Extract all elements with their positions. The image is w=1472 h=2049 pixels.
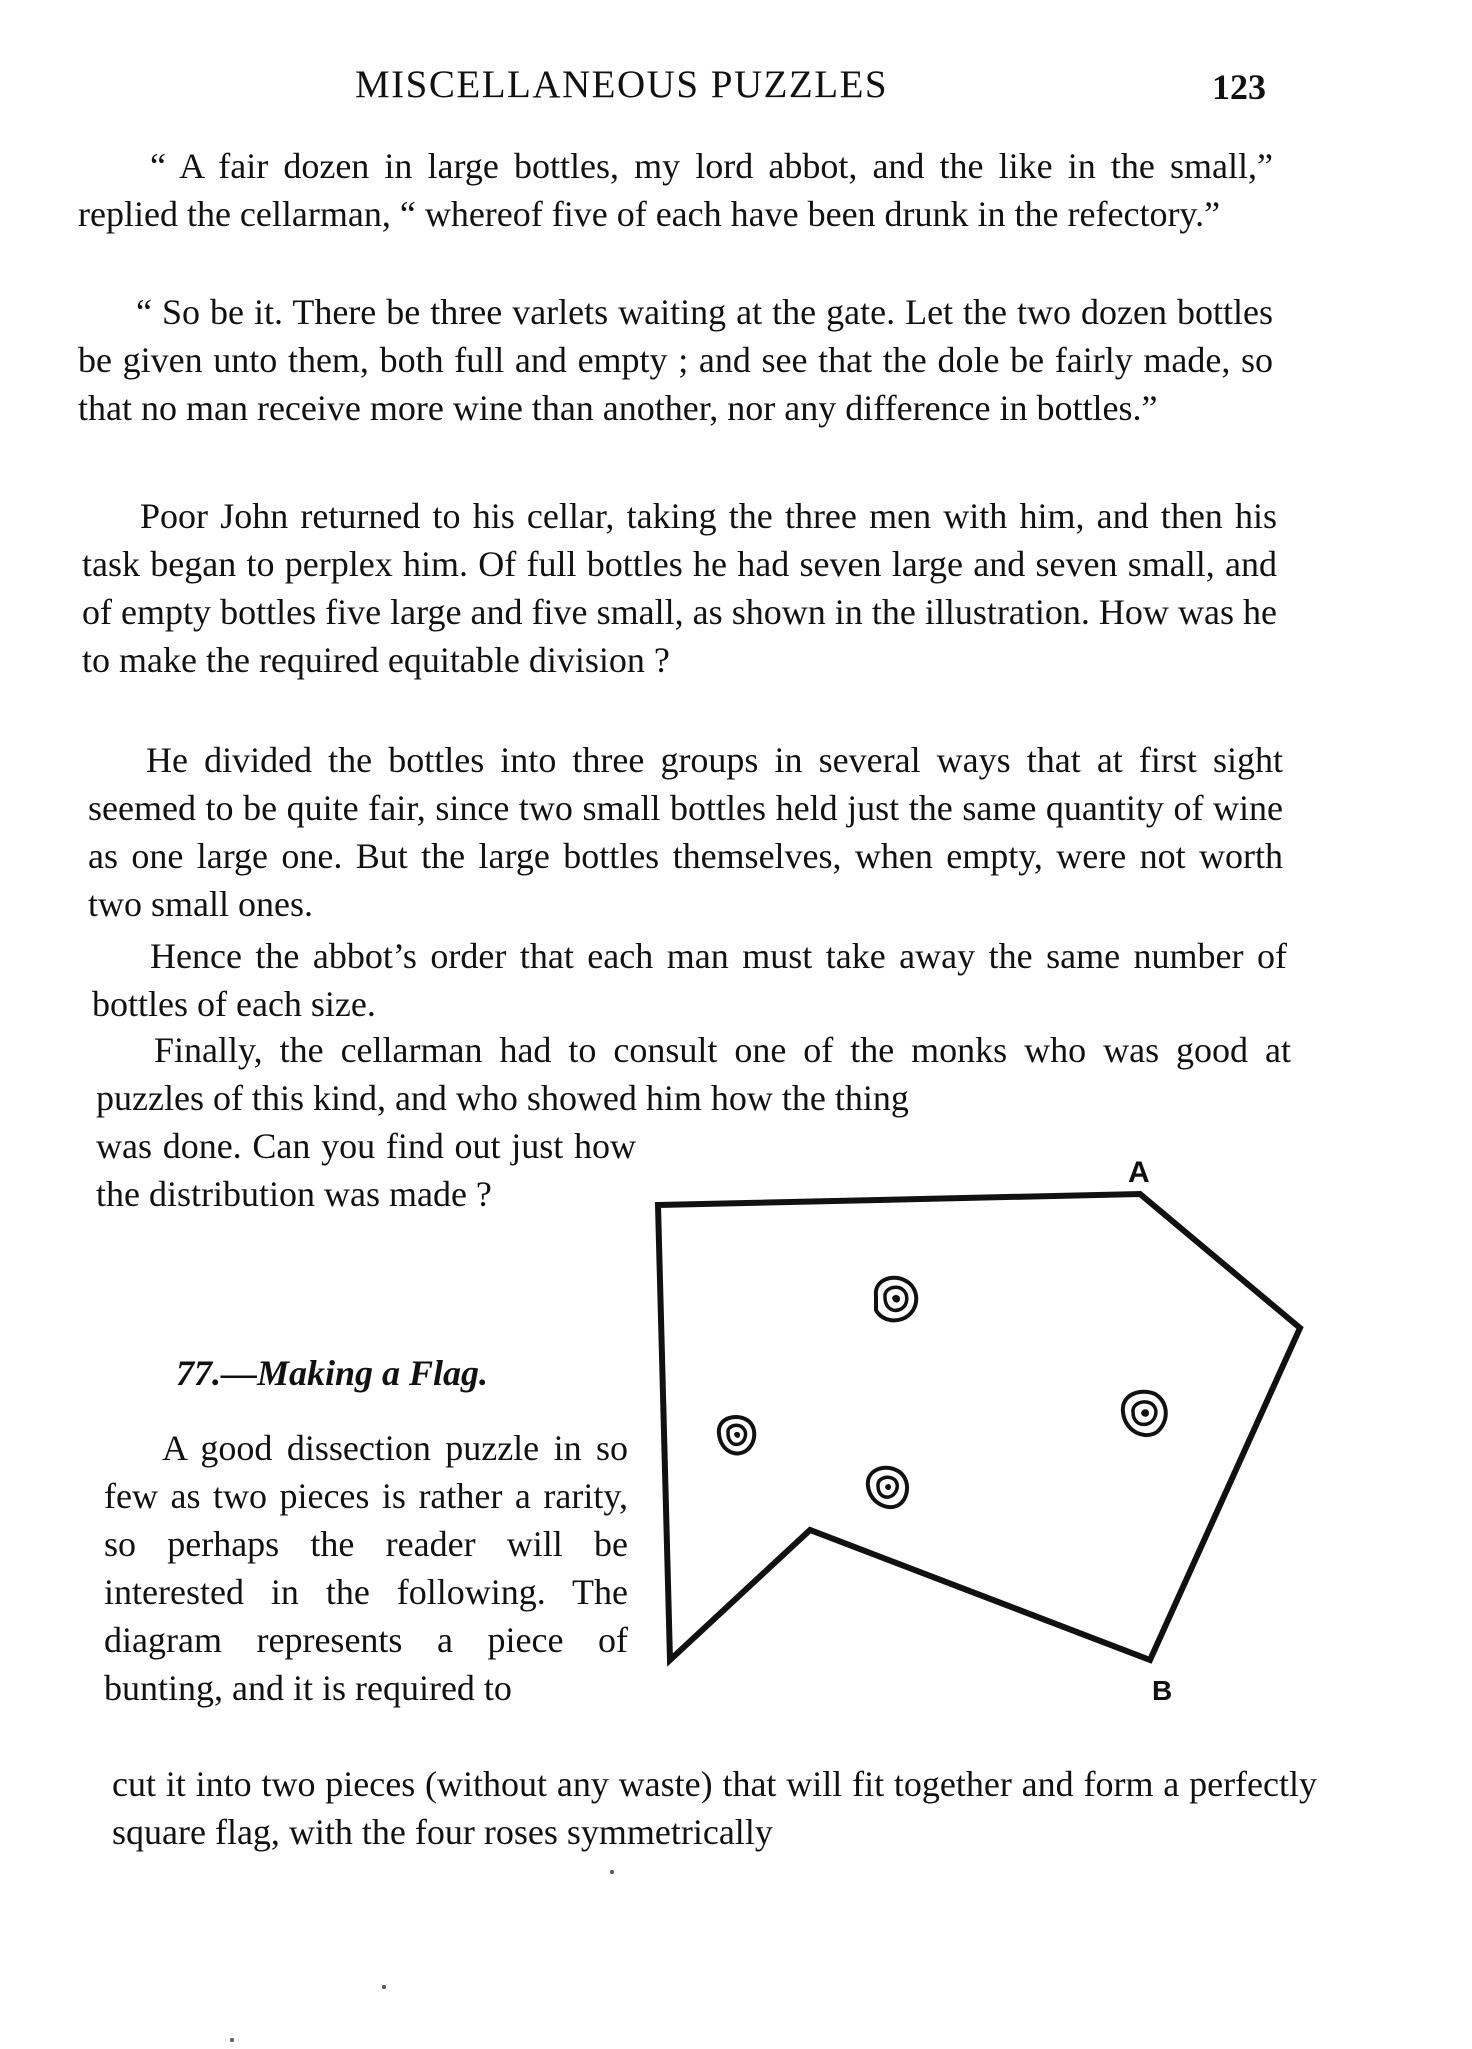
- page-header: [0, 62, 1472, 122]
- paragraph-poor-john: Poor John returned to his cellar, taking the three men with him, and then his task began to perplex him. Of full bottles he had seven large and seven small, and of empty bottles five large and five small, as shown in the illustration. How was he to make the required equitable division ?: [82, 496, 1277, 680]
- paragraph-consult-monk: Finally, the cellarman had to consult one of the monks who was good at puzzles of this kind, and who showed him how the thing: [96, 1030, 1291, 1118]
- paragraph-consult-monk-continued: was done. Can you find out just how the distribution was made ?: [96, 1126, 636, 1214]
- paragraph-cellarman-reply: “ A fair dozen in large bottles, my lord abbot, and the like in the small,” replied the cellarman, “ whereof five of each have been drunk in the refectory.”: [78, 146, 1273, 234]
- speck: [610, 1870, 614, 1874]
- rose-icon: [1123, 1392, 1166, 1435]
- corner-label-b: B: [1152, 1675, 1173, 1706]
- paragraph-dissection-puzzle: A good dissection puzzle in so few as two pieces is rather a rarity, so perhaps the reader will be interested in the following. The diagram represents a piece of bunting, and it is required to: [104, 1428, 628, 1708]
- rose-icon: [868, 1468, 907, 1507]
- rose-icon: [719, 1417, 754, 1453]
- paragraph-abbot-order: “ So be it. There be three varlets waiting at the gate. Let the two dozen bottles be given unto them, both full and empty ; and see that the dole be fairly made, so that no man receive more wine than another, nor any difference in bottles.”: [78, 292, 1273, 428]
- paragraph-cut-into-pieces: cut it into two pieces (without any waste) that will fit together and form a perfectly square flag, with the four roses symmetrically: [112, 1764, 1317, 1852]
- speck: [230, 2038, 234, 2042]
- page-number: 123: [1212, 67, 1266, 107]
- corner-label-a: A: [1128, 1156, 1150, 1189]
- rose-icon: [876, 1278, 916, 1321]
- paragraph-abbots-order-size: Hence the abbot’s order that each man must take away the same number of bottles of each size.: [92, 936, 1287, 1024]
- bunting-diagram: [640, 1130, 1320, 1720]
- running-title: MISCELLANEOUS PUZZLES: [355, 63, 889, 106]
- speck: [382, 1985, 386, 1989]
- paragraph-divided-bottles: He divided the bottles into three groups in several ways that at first sight seemed to be quite fair, since two small bottles held just the same quantity of wine as one large one. But the large bottles themselves, when empty, were not worth two small ones.: [88, 740, 1283, 924]
- puzzle-heading: 77.—Making a Flag.: [176, 1353, 489, 1393]
